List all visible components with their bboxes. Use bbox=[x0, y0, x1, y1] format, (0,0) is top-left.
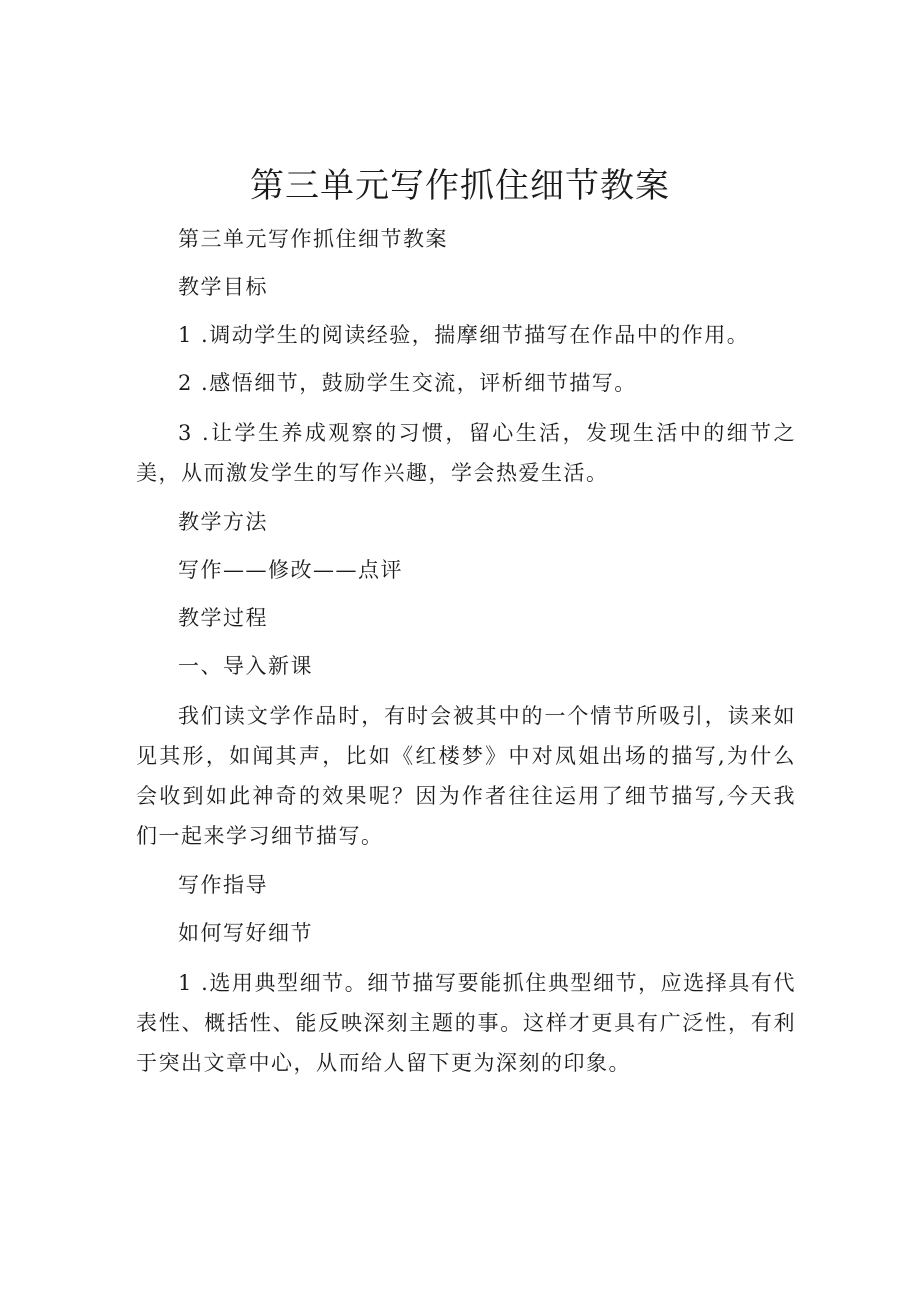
document-title: 第三单元写作抓住细节教案 bbox=[250, 166, 670, 206]
guidance-item-1: 1 .选用典型细节。细节描写要能抓住典型细节，应选择具有代表性、概括性、能反映深刻主题的事。这样才更具有广泛性，有利于突出文章中心，从而给人留下更为深刻的印象。 bbox=[136, 971, 796, 1075]
heading-teaching-method: 教学方法 bbox=[178, 510, 268, 534]
goal-item-2: 2 .感悟细节，鼓励学生交流，评析细节描写。 bbox=[178, 371, 637, 395]
goal-item-1: 1 .调动学生的阅读经验，揣摩细节描写在作品中的作用。 bbox=[178, 323, 750, 347]
goal-item-3: 3 .让学生养成观察的习惯，留心生活，发现生活中的细节之美，从而激发学生的写作兴趣，学会热爱生活。 bbox=[136, 421, 796, 485]
teaching-method-text: 写作——修改——点评 bbox=[178, 558, 403, 582]
heading-teaching-process: 教学过程 bbox=[178, 606, 268, 630]
heading-teaching-goals: 教学目标 bbox=[178, 275, 268, 299]
intro-paragraph: 我们读文学作品时，有时会被其中的一个情节所吸引，读来如见其形，如闻其声，比如《红楼梦》中对凤姐出场的描写,为什么会收到如此神奇的效果呢？因为作者往往运用了细节描写,今天我们一起来学习细节描写。 bbox=[136, 704, 796, 848]
heading-how-to-write-details: 如何写好细节 bbox=[178, 921, 313, 945]
section-intro-heading: 一、导入新课 bbox=[178, 654, 313, 678]
paragraph-subtitle: 第三单元写作抓住细节教案 bbox=[178, 227, 448, 251]
document-body bbox=[136, 221, 796, 1094]
heading-writing-guidance: 写作指导 bbox=[178, 873, 268, 897]
